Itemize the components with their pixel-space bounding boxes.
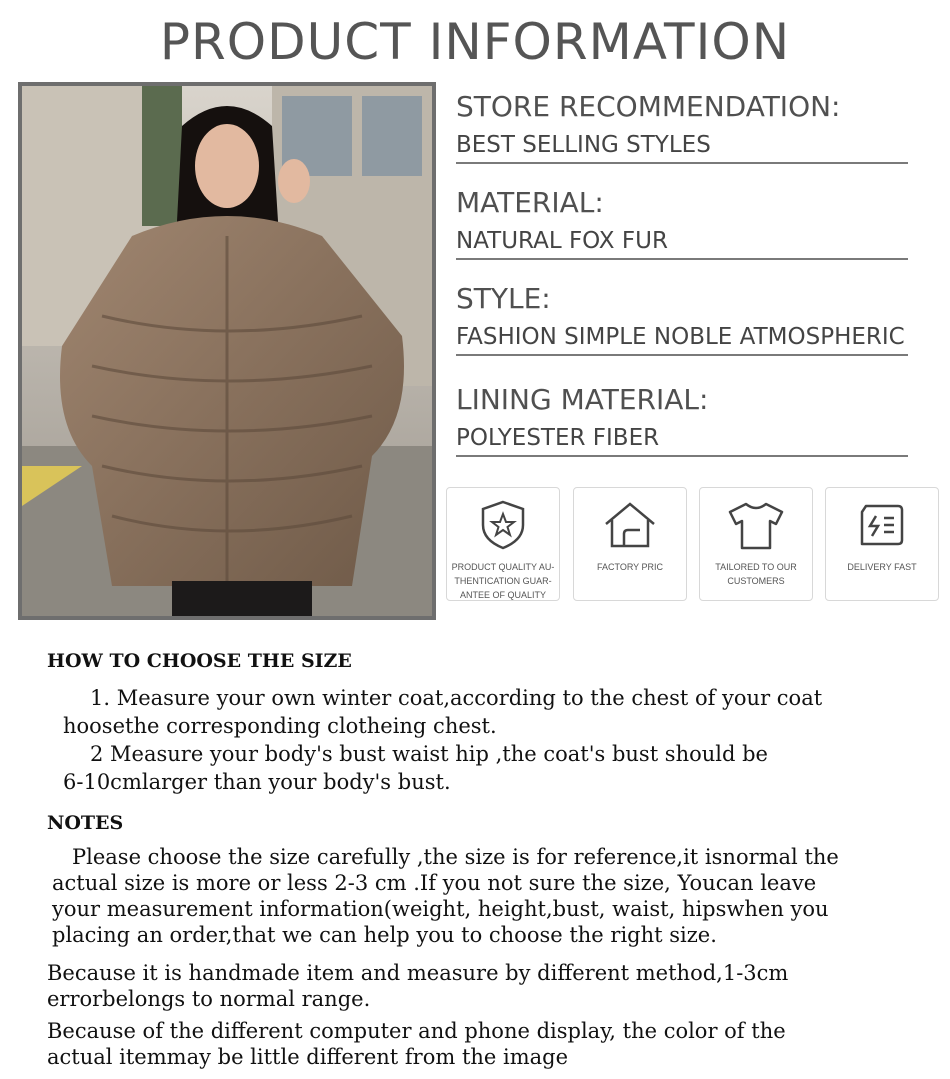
notes-line: Please choose the size carefully ,the size is for reference,it isnormal the [72, 845, 839, 869]
size-guide-line: 1. Measure your own winter coat,according to the chest of your coat [90, 686, 823, 710]
shield-star-icon [476, 498, 530, 552]
size-guide-line: 2 Measure your body's bust waist hip ,the coat's bust should be [90, 742, 768, 766]
size-guide-heading: HOW TO CHOOSE THE SIZE [47, 650, 352, 672]
notes-line: actual itemmay be little different from the image [47, 1045, 569, 1069]
attr-store-recommendation [456, 90, 908, 164]
feature-delivery [825, 487, 939, 601]
size-guide-line: 6-10cmlarger than your body's bust. [63, 770, 451, 794]
size-guide-line: hoosethe corresponding clotheing chest. [63, 714, 497, 738]
attr-value: NATURAL FOX FUR [456, 226, 908, 260]
tshirt-icon [726, 498, 786, 552]
feature-quality [446, 487, 560, 601]
attr-style [456, 282, 908, 356]
feature-text: DELIVERY FAST [847, 562, 917, 572]
feature-factory-price [573, 487, 687, 601]
attr-lining-material [456, 383, 908, 457]
attr-value: BEST SELLING STYLES [456, 130, 908, 164]
notes-line: Because of the different computer and phone display, the color of the [47, 1019, 786, 1043]
attr-material [456, 186, 908, 260]
attr-label: LINING MATERIAL: [456, 383, 709, 416]
feature-tailored [699, 487, 813, 601]
delivery-icon [852, 498, 912, 552]
page-title: PRODUCT INFORMATION [159, 13, 791, 71]
attr-value: FASHION SIMPLE NOBLE ATMOSPHERIC [456, 322, 908, 356]
feature-list [446, 487, 942, 601]
attr-label: STYLE: [456, 282, 551, 315]
attr-label: STORE RECOMMENDATION: [456, 90, 841, 123]
feature-text: FACTORY PRIC [596, 562, 664, 572]
notes-line: your measurement information(weight, height,bust, waist, hipswhen you [52, 897, 829, 921]
house-icon [600, 498, 660, 552]
product-photo [18, 82, 436, 620]
notes-heading: NOTES [47, 812, 124, 834]
feature-text: PRODUCT QUALITY AU- THENTICATION GUAR- ANTEE OF QUALITY [451, 562, 555, 600]
notes-line: Because it is handmade item and measure by different method,1-3cm [47, 961, 789, 985]
attr-value: POLYESTER FIBER [456, 423, 908, 457]
attr-label: MATERIAL: [456, 186, 604, 219]
notes-line: actual size is more or less 2-3 cm .If you not sure the size, Youcan leave [52, 871, 817, 895]
feature-text: TAILORED TO OUR CUSTOMERS [715, 562, 797, 586]
notes-line: placing an order,that we can help you to choose the right size. [52, 923, 717, 947]
notes-line: errorbelongs to normal range. [47, 987, 371, 1011]
